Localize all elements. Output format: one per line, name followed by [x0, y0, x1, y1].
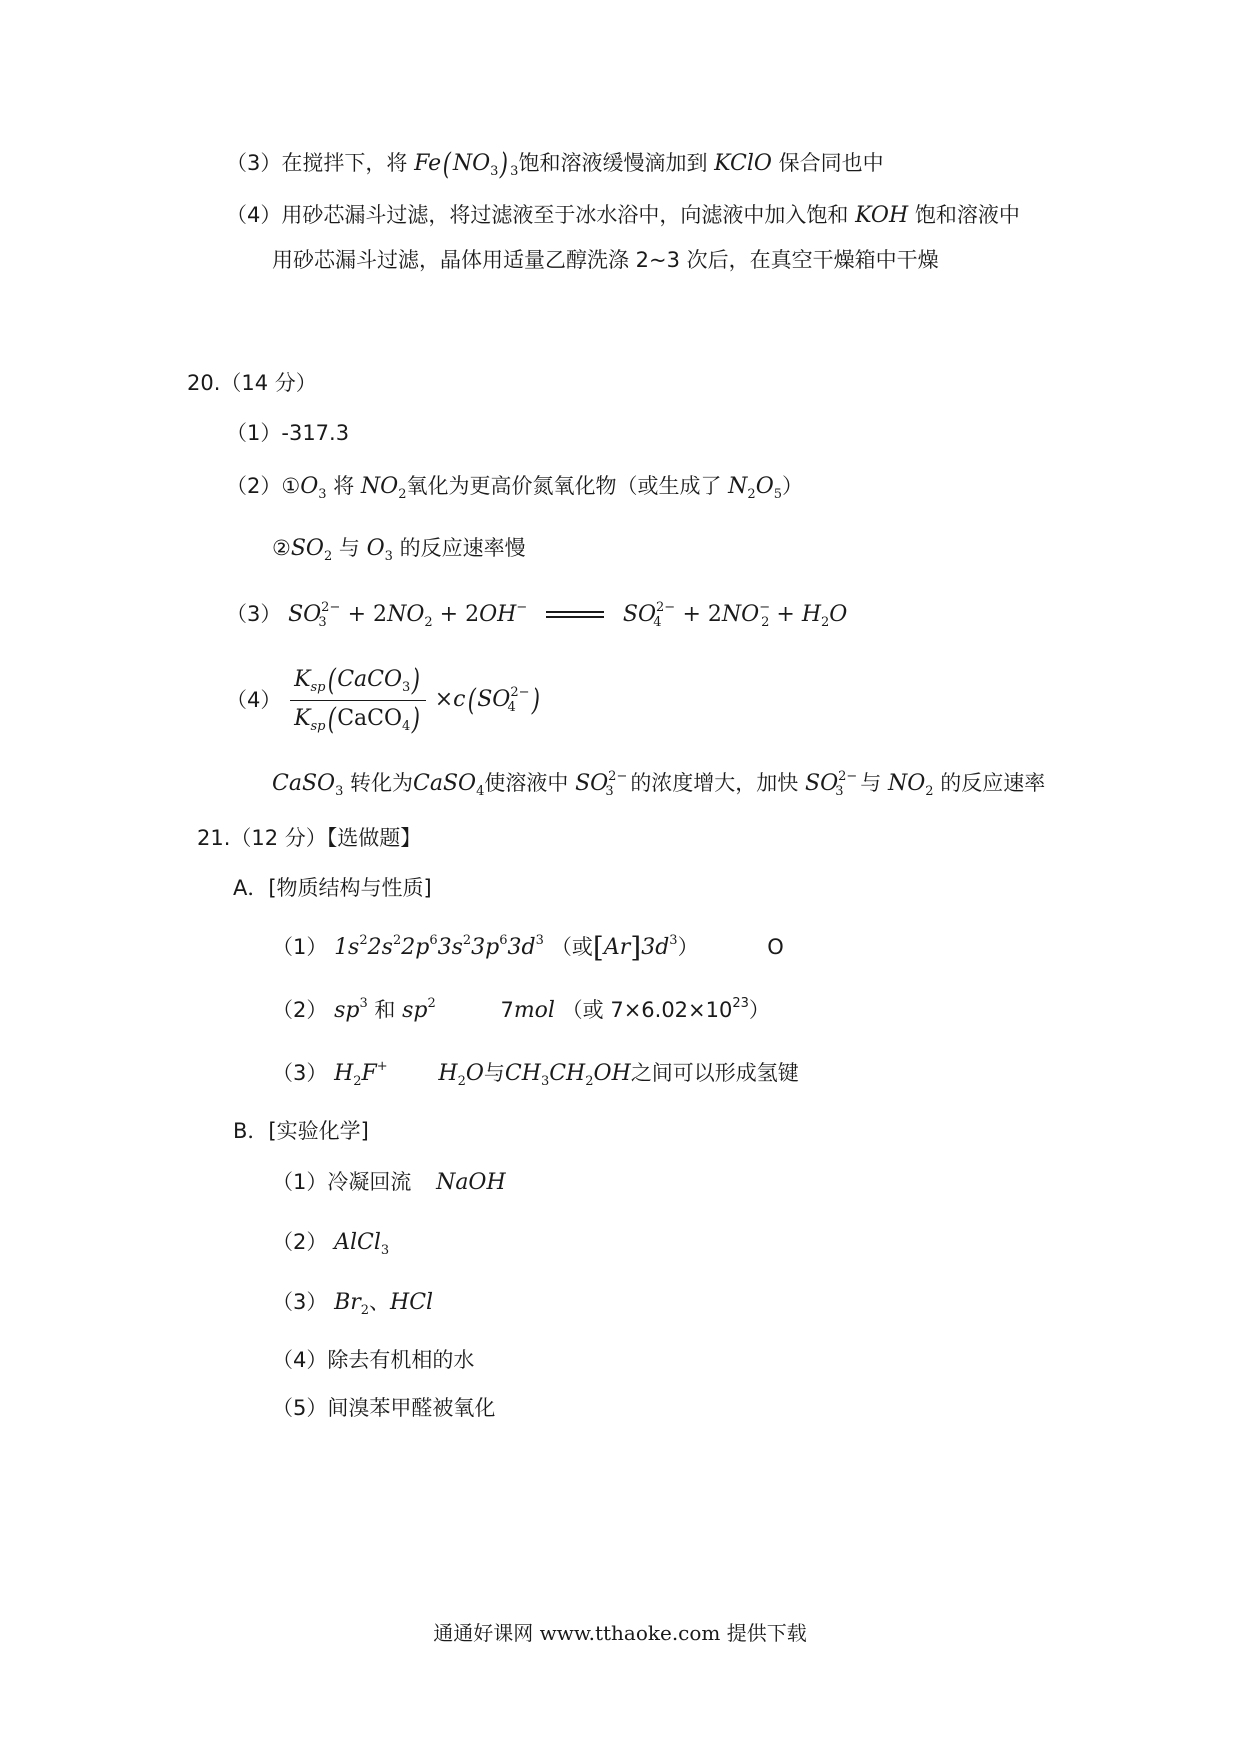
q20-part2-line2: $②SO_2$ 与 $O_3$ 的反应速率慢 [272, 536, 526, 564]
q20-part4-explanation: CaSO$_3$ 转化为CaSO$_4$使溶液中 $SO^{2-}_3$ 的浓度增大，加快 $SO^{2-}_3$ 与 $NO_2$ 的反应速率 [272, 769, 1046, 799]
q20-part2-line1: $(2)①O_3$ 将 $NO_2$氧化为更高价氮氧化物（或生成了 $N_2O_5$） [226, 474, 804, 502]
q21-b-title: B．[实验化学] [233, 1119, 369, 1143]
q21-b-part5: （5）间溴苯甲醛被氧化 [272, 1396, 496, 1420]
q20-part4-fraction: （4） $\frac{K_{sp}(CaCO_3)}{K_{sp}(CaCO_4)}$ $\times c(SO^{2-}_4$ ) [226, 663, 540, 737]
q21-a-part3: （3） $H_2F^+$ $H_2O$与$CH_3CH_2OH$之间可以形成氢键 [272, 1059, 799, 1089]
q21-a-title: A．[物质结构与性质] [233, 876, 432, 900]
q19-part4-line2: 用砂芯漏斗过滤，晶体用适量乙醇洗涤 2~3 次后，在真空干燥箱中干燥 [272, 248, 939, 272]
q21-b-part3: （3） $Br_2$、HCl [272, 1290, 434, 1318]
q21-heading: 21.（12 分）【选做题】 [197, 826, 422, 850]
q19-part4-line1: （4）用砂芯漏斗过滤，将过滤液至于冰水浴中，向滤液中加入饱和 KOH 饱和溶液中 [226, 203, 1020, 228]
page-footer: 通通好课网 www.tthaoke.com 提供下载 [433, 1621, 807, 1645]
q20-part3-equation: （3） $SO^{2-}_3 + 2NO_2 + 2OH^-$ $SO^{2-}_4 + 2NO^-_2 + H_2O$ [226, 600, 848, 630]
ksp-ratio: $\frac{K_{sp}(CaCO_3)}{K_{sp}(CaCO_4)}$ [290, 666, 426, 735]
q21-a-part2: （2） $sp^3$ 和 $sp^2$ 7mol （或 $7\times 6.02\times 10^{23}$） [272, 996, 770, 1023]
q21-b-part1: （1）冷凝回流 NaOH [272, 1170, 506, 1195]
equals-sign [546, 611, 604, 618]
q20-heading: 20.（14 分） [187, 371, 317, 395]
q21-b-part4: （4）除去有机相的水 [272, 1348, 475, 1372]
q20-part1: （1）-317.3 [226, 421, 350, 445]
q19-part3: （3）在搅拌下，将 $Fe(NO_3)$ $_3$饱和溶液缓慢滴加到 KClO 保合同也中 [226, 147, 884, 182]
answer-element: O [767, 935, 784, 959]
electron-configuration: $1s^22s^22p^63s^23p^63d^3$ [334, 933, 544, 960]
q21-a-part1: （1） $1s^22s^22p^63s^23p^63d^3$ （或$[Ar]3d^3$） O [272, 931, 784, 964]
q21-b-part2: （2） AlCl$_3$ [272, 1230, 390, 1258]
formula-fe-no3-3: $Fe(NO_3)$ $_3$ [414, 147, 519, 182]
